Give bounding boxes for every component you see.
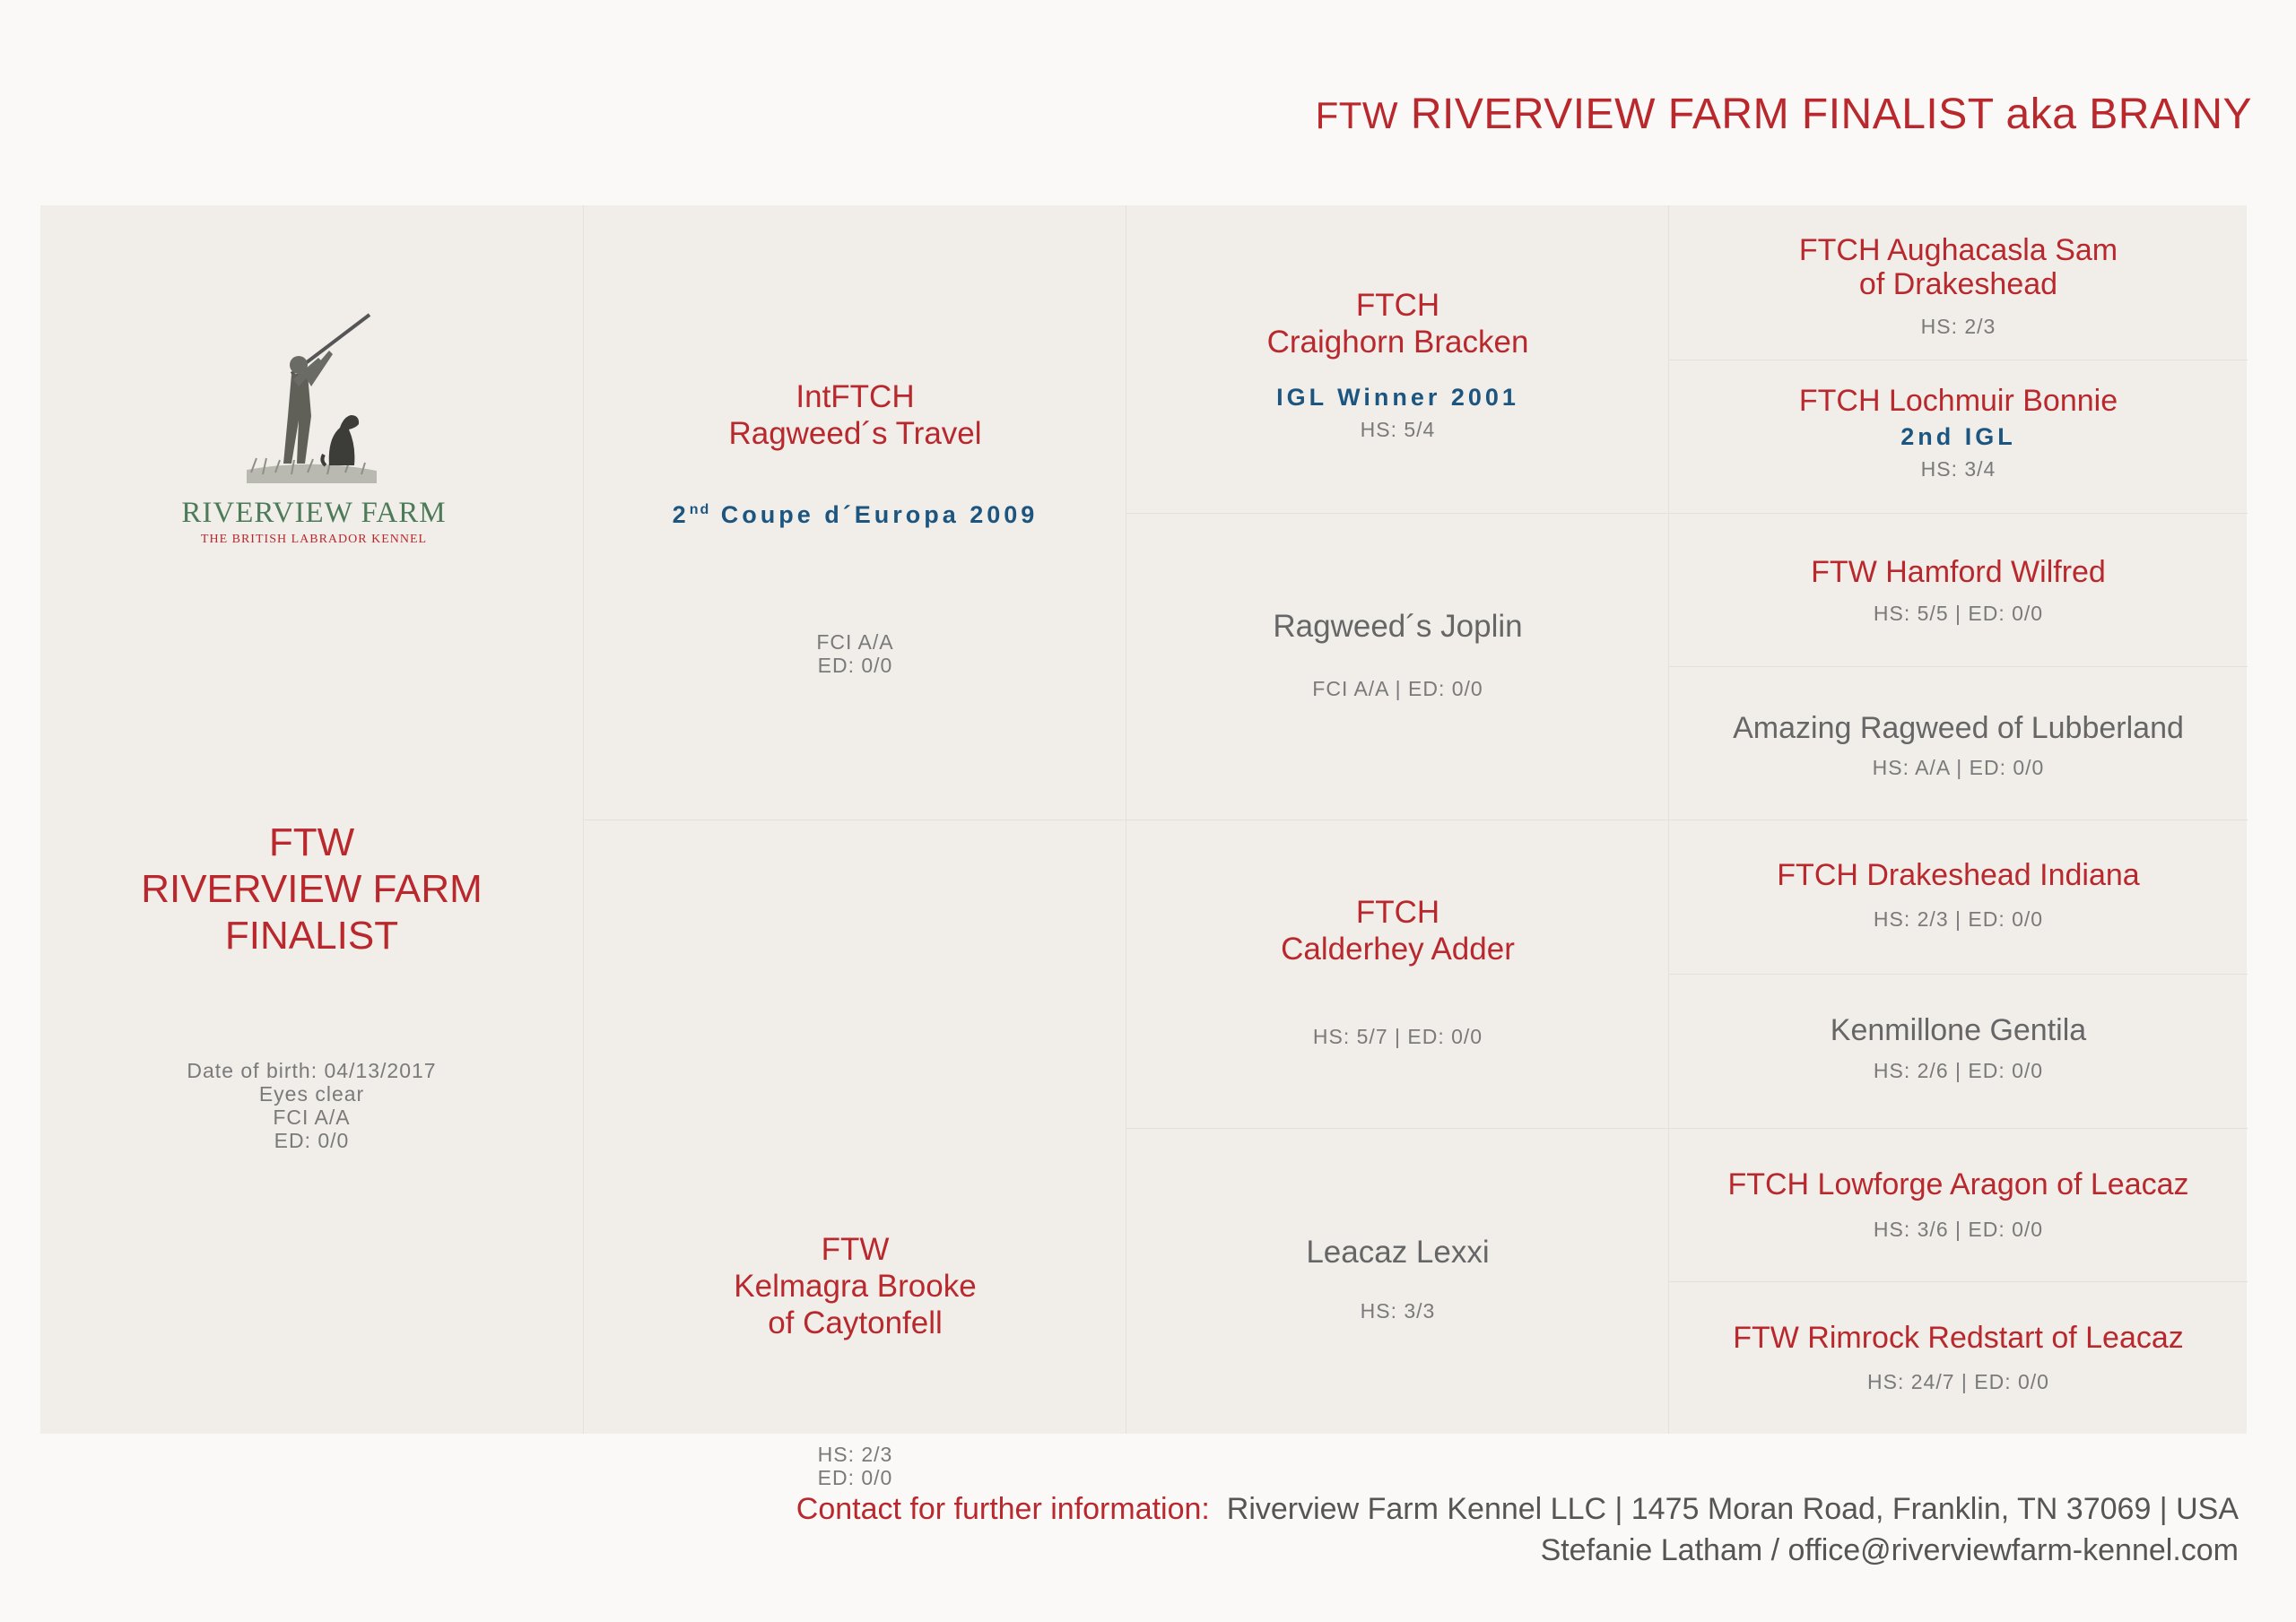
grandparent-name: FTCH Calderhey Adder: [1281, 895, 1515, 967]
great-grandparent-award: 2nd IGL: [1900, 423, 2016, 450]
dam-name: FTW Kelmagra Brooke of Caytonfell: [734, 1232, 977, 1340]
great-grandparent-name: FTCH Drakeshead Indiana: [1777, 858, 2140, 892]
contact-footer: [796, 1488, 2239, 1571]
grandparents-column: [1126, 205, 1669, 1434]
sire-cell: [584, 205, 1126, 820]
grandparent-name: FTCH Craighorn Bracken: [1266, 288, 1529, 360]
dam-health: HS: 2/3 ED: 0/0: [817, 1443, 893, 1489]
contact-address: Riverview Farm Kennel LLC | 1475 Moran Road, Franklin, TN 37069 | USA: [1226, 1492, 2239, 1526]
subject-details: [40, 1059, 583, 1152]
great-grandparent-cell-7: [1669, 1128, 2248, 1281]
dam-cell: [584, 820, 1126, 1489]
grandparent-name: Leacaz Lexxi: [1306, 1235, 1490, 1270]
subject-ed: ED: 0/0: [274, 1129, 350, 1152]
great-grandparent-cell-5: [1669, 820, 2248, 974]
great-grandparent-name: FTCH Lowforge Aragon of Leacaz: [1727, 1167, 2189, 1201]
great-grandparent-cell-2: [1669, 360, 2248, 513]
grandparent-cell-4: [1126, 1128, 1669, 1434]
contact-person[interactable]: Stefanie Latham / office@riverviewfarm-kennel.com: [1540, 1533, 2239, 1567]
great-grandparent-name: FTCH Aughacasla Sam of Drakeshead: [1798, 233, 2118, 301]
contact-line-1: [796, 1488, 2239, 1530]
great-grandparent-name: FTW Hamford Wilfred: [1811, 555, 2106, 589]
logo-tagline: THE BRITISH LABRADOR KENNEL: [200, 533, 428, 546]
grandparent-info: HS: 5/7 | ED: 0/0: [1312, 1025, 1483, 1048]
great-grandparent-name: FTCH Lochmuir Bonnie: [1798, 384, 2118, 418]
great-grandparent-cell-8: [1669, 1281, 2248, 1434]
subject-name: FTW RIVERVIEW FARM FINALIST: [141, 820, 483, 958]
great-grandparent-name: Kenmillone Gentila: [1830, 1013, 2087, 1047]
grandparent-cell-3: [1126, 820, 1669, 1128]
great-grandparent-info: HS: 3/6 | ED: 0/0: [1873, 1218, 2044, 1241]
subject-dob: Date of birth: 04/13/2017: [187, 1059, 437, 1082]
great-grandparents-column: [1668, 205, 2248, 1434]
grandparent-cell-2: [1126, 513, 1669, 820]
great-grandparent-name: FTW Rimrock Redstart of Leacaz: [1733, 1321, 2184, 1355]
great-grandparent-cell-6: [1669, 974, 2248, 1128]
great-grandparent-info: HS: 24/7 | ED: 0/0: [1867, 1370, 2049, 1393]
grandparent-name: Ragweed´s Joplin: [1273, 609, 1523, 644]
great-grandparent-info: HS: 5/5 | ED: 0/0: [1873, 602, 2044, 625]
grandparent-info: HS: 3/3: [1360, 1299, 1436, 1323]
subject-column: [40, 205, 583, 1434]
subject-fci: FCI A/A: [273, 1106, 351, 1129]
kennel-logo: [157, 304, 471, 555]
grandparent-info: HS: 5/4: [1360, 418, 1436, 441]
great-grandparent-cell-3: [1669, 513, 2248, 666]
sire-award: 2nd Coupe d´Europa 2009: [672, 501, 1039, 528]
great-grandparent-cell-4: [1669, 666, 2248, 820]
sire-name: IntFTCH Ragweed´s Travel: [728, 379, 982, 451]
great-grandparent-info: HS: 3/4: [1920, 457, 1996, 481]
grandparent-award: IGL Winner 2001: [1276, 384, 1519, 411]
pedigree-grid: [40, 205, 2247, 1489]
grandparent-info: FCI A/A | ED: 0/0: [1312, 677, 1483, 700]
sire-health: FCI A/A ED: 0/0: [816, 630, 894, 677]
title-text: RIVERVIEW FARM FINALIST aka BRAINY: [1410, 91, 2252, 138]
logo-name: RIVERVIEW FARM: [181, 497, 447, 529]
parents-column: [583, 205, 1126, 1489]
great-grandparent-info: HS: 2/6 | ED: 0/0: [1873, 1059, 2044, 1082]
grandparent-cell-1: [1126, 205, 1669, 513]
title-prefix: FTW: [1315, 94, 1399, 136]
great-grandparent-info: HS: A/A | ED: 0/0: [1872, 756, 2045, 779]
page-title: [1316, 90, 2252, 139]
great-grandparent-name: Amazing Ragweed of Lubberland: [1733, 711, 2184, 745]
subject-eyes: Eyes clear: [258, 1082, 365, 1106]
hunter-with-dog-icon: [157, 304, 471, 492]
great-grandparent-info: HS: 2/3: [1920, 315, 1996, 338]
great-grandparent-info: HS: 2/3 | ED: 0/0: [1873, 907, 2044, 931]
contact-label: Contact for further information:: [796, 1492, 1210, 1526]
great-grandparent-cell-1: [1669, 205, 2248, 360]
